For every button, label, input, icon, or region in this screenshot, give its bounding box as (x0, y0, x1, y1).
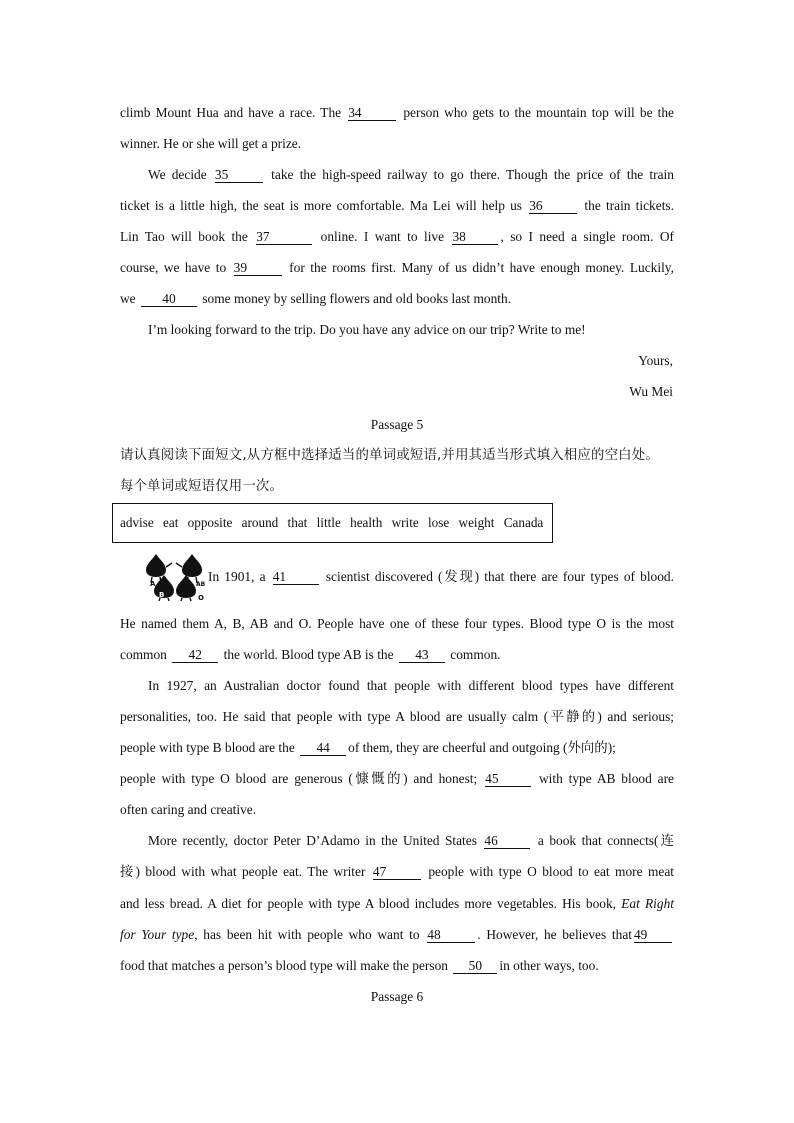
instruction-line-2: 每个单词或短语仅用一次。 (120, 479, 284, 494)
p4-line-6 (120, 259, 674, 277)
passage-5-heading: Passage 5 (370, 417, 424, 432)
text: of them, they are cheerful and outgoing (外向的); (348, 740, 616, 755)
passage-6-heading: Passage 6 (370, 989, 424, 1004)
p5-line-2: He named them A, B, AB and O. People have one of these four types. Blood type O is the most (120, 616, 674, 631)
text: a book that connects(连 (537, 833, 674, 848)
text: in other ways, too. (499, 958, 599, 973)
label-a: A (150, 580, 156, 588)
p5-line-13 (120, 957, 674, 975)
text: person who gets to the mountain top will be the (403, 105, 674, 120)
blank-48[interactable]: 48 (427, 928, 475, 943)
text: some money by selling flowers and old books last month. (202, 291, 512, 306)
text: take the high-speed railway to go there. Though the price of the train (271, 167, 674, 182)
word-box (112, 503, 553, 543)
text: 接) blood with what people eat. The writer (120, 864, 366, 879)
text: common (120, 647, 167, 662)
p5-line-4: In 1927, an Australian doctor found that people with different blood types have different (148, 678, 674, 693)
text: More recently, doctor Peter D’Adamo in the United States (148, 833, 477, 848)
blank-37[interactable]: 37 (256, 230, 312, 245)
blank-34[interactable]: 34 (348, 106, 396, 121)
book-title-part-1: Eat Right (621, 896, 674, 911)
book-title-part-2: for Your type (120, 927, 195, 942)
blank-50[interactable]: 50 (453, 959, 497, 974)
text: people with type O blood to eat more meat (428, 864, 674, 879)
blank-36[interactable]: 36 (529, 199, 577, 214)
word-box-text: advise eat opposite around that little health write lose weight Canada (120, 515, 544, 530)
blank-43[interactable]: 43 (399, 648, 445, 663)
text: course, we have to (120, 260, 227, 275)
p4-line-1 (120, 104, 674, 122)
p5-line-5: personalities, too. He said that people with type A blood are usually calm (平静的) and serious; (120, 709, 674, 724)
text: people with type B blood are the (120, 740, 295, 755)
p4-line-3 (120, 166, 674, 184)
p5-line-8: often caring and creative. (120, 802, 257, 817)
p5-line-9 (120, 832, 674, 850)
text: online. I want to live (320, 229, 445, 244)
text: we (120, 291, 136, 306)
p4-line-4 (120, 197, 674, 215)
p4-line-2: winner. He or she will get a prize. (120, 136, 302, 151)
text: the world. Blood type AB is the (223, 647, 394, 662)
text: with type AB blood are (538, 771, 674, 786)
text: scientist discovered (发现) that there are four types of blood. (325, 569, 674, 584)
instruction-line-1: 请认真阅读下面短文,从方框中选择适当的单词或短语,并用其适当形式填入相应的空白处。 (120, 448, 659, 463)
label-ab: AB (196, 581, 206, 588)
text: , has been hit with people who want to (194, 927, 420, 942)
p5-line-1 (208, 568, 674, 586)
label-b: B (159, 591, 165, 599)
blank-35[interactable]: 35 (215, 168, 263, 183)
text: for the rooms first. Many of us didn’t have enough money. Luckily, (289, 260, 674, 275)
p4-line-7 (120, 290, 674, 308)
text: people with type O blood are generous (慷慨的) and honest; (120, 771, 478, 786)
label-o: O (198, 594, 204, 601)
text: the train tickets. (584, 198, 674, 213)
p4-line-8: I’m looking forward to the trip. Do you have any advice on our trip? Write to me! (148, 322, 586, 337)
text: food that matches a person’s blood type will make the person (120, 958, 448, 973)
blood-type-illustration (146, 551, 208, 601)
p5-line-3 (120, 646, 674, 664)
text: common. (450, 647, 501, 662)
blank-38[interactable]: 38 (452, 230, 498, 245)
text: Lin Tao will book the (120, 229, 248, 244)
blank-39[interactable]: 39 (234, 261, 282, 276)
p4-line-5 (120, 228, 674, 246)
blank-42[interactable]: 42 (172, 648, 218, 663)
text: In 1901, a (208, 569, 266, 584)
p5-line-12 (120, 926, 674, 944)
letter-signature: Wu Mei (629, 384, 673, 399)
p5-line-11 (120, 895, 674, 913)
text: climb Mount Hua and have a race. The (120, 105, 342, 120)
text: , so I need a single room. Of (500, 229, 674, 244)
text: . However, he believes that (477, 927, 632, 942)
blank-46[interactable]: 46 (484, 834, 530, 849)
blank-45[interactable]: 45 (485, 772, 531, 787)
text: ticket is a little high, the seat is more comfortable. Ma Lei will help us (120, 198, 523, 213)
blank-40[interactable]: 40 (141, 292, 197, 307)
blank-49[interactable]: 49 (634, 928, 672, 943)
blank-41[interactable]: 41 (273, 570, 319, 585)
letter-closing: Yours, (638, 353, 673, 368)
text: and less bread. A diet for people with type A blood includes more vegetables. His book, (120, 896, 617, 911)
text: We decide (148, 167, 207, 182)
blank-44[interactable]: 44 (300, 741, 346, 756)
blank-47[interactable]: 47 (373, 865, 421, 880)
p5-line-10 (120, 863, 674, 881)
p5-line-6 (120, 739, 674, 757)
p5-line-7 (120, 770, 674, 788)
